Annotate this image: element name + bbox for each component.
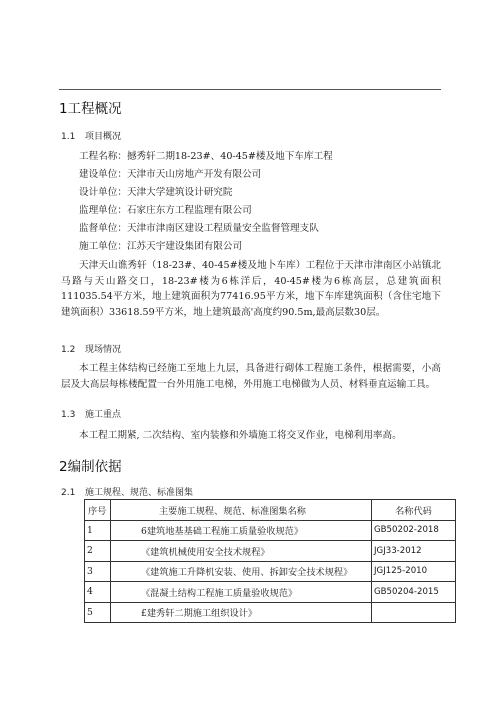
row-no: 1 — [85, 520, 111, 541]
standards-table — [84, 499, 456, 623]
table-row — [85, 561, 456, 582]
row-name: 《混凝土结构工程施工质量验收规范》 — [111, 582, 372, 603]
subsection-1-3-number: 1.3 — [61, 410, 76, 420]
construction-focus-paragraph: 本工程工期紧, 二次结构、室内装修和外墙施工将交叉作业，电梯利用率高。 — [79, 430, 402, 441]
row-name: 《建筑施工升降机安装、使用、拆卸安全技术规程》 — [111, 561, 372, 582]
project-description-paragraph: 天津天山谯秀轩（18-23#、40-45#楼及地卜车库）工程位于天津市津南区小站镇北马路与天山路交口，18-23#楼为6栋洋后，40-45#楼为6栋高层，总建筑面积111035.54平方米，地上建筑面积为77416.95平方米，地下车库建筑面积（含住宅地下建筑面积）33618.59平方米，地上建筑最高'高度约90.5m,最高层数30层。 — [61, 260, 441, 318]
header-no: 序号 — [85, 500, 111, 521]
table-header-row — [85, 500, 456, 521]
info-design-unit: 设计单位：天津大学建筑设计研究院 — [79, 187, 233, 198]
subsection-1-1-number: 1.1 — [61, 132, 76, 142]
table-row — [85, 520, 456, 541]
row-name: 6建筑地基基础工程施工质量验收规范》 — [111, 520, 372, 541]
subsection-1-1-heading — [61, 129, 121, 142]
header-code: 名称代码 — [372, 500, 456, 521]
section-2-title: 2编制依据 — [59, 459, 122, 475]
subsection-1-2-heading — [61, 342, 121, 355]
subsection-1-2-title: 现场情况 — [85, 345, 122, 355]
row-name: 《建筑机械使用安全技术规程》 — [111, 541, 372, 562]
row-no: 4 — [85, 582, 111, 603]
info-oversight-unit: 监督单位：天津市津南区建设工程质量安全监督管理支队 — [79, 223, 319, 234]
section-1-title: 1工程概况 — [59, 101, 122, 117]
row-no: 2 — [85, 541, 111, 562]
row-code — [372, 602, 456, 623]
header-name: 主要施工规程、规范、标准图集名称 — [111, 500, 372, 521]
row-code: GB50204-2015 — [372, 582, 456, 603]
subsection-1-3-title: 施工重点 — [85, 410, 122, 420]
info-project-name: 工程名称：撼秀轩二期18-23#、40-45#楼及地下车库工程 — [79, 151, 333, 162]
table-row — [85, 541, 456, 562]
info-contractor: 施工单位：江苏天宇建设集团有限公司 — [79, 241, 243, 252]
subsection-2-1-title: 施工规程、规范、标准图集 — [85, 488, 194, 498]
subsection-1-1-title: 项目概况 — [85, 132, 122, 142]
subsection-1-3-heading — [61, 407, 121, 420]
row-no: 3 — [85, 561, 111, 582]
row-code: JGJ125-2010 — [372, 561, 456, 582]
row-name: £建秀轩二期施工组织设计》 — [111, 602, 372, 623]
row-code: JGJ33-2012 — [372, 541, 456, 562]
row-no: 5 — [85, 602, 111, 623]
table-row — [85, 602, 456, 623]
row-code: GB50202-2018 — [372, 520, 456, 541]
subsection-2-1-heading — [61, 485, 193, 498]
site-condition-paragraph: 本工程主体结构已经施工至地上九层，具备进行砌体工程施工条件，根据需要，小高层及大高层每栋楼配置一台外用施工电梯，外用施工电梯做为人员、材料垂直运输工具。 — [61, 363, 441, 390]
subsection-2-1-number: 2.1 — [61, 488, 76, 498]
top-rule — [59, 89, 441, 90]
table-row — [85, 582, 456, 603]
info-construction-unit: 建设单位：天津市天山房地产开发有限公司 — [79, 169, 262, 180]
info-supervision-unit: 监理单位：石家庄东方工程监理有限公司 — [79, 205, 252, 216]
subsection-1-2-number: 1.2 — [61, 345, 76, 355]
